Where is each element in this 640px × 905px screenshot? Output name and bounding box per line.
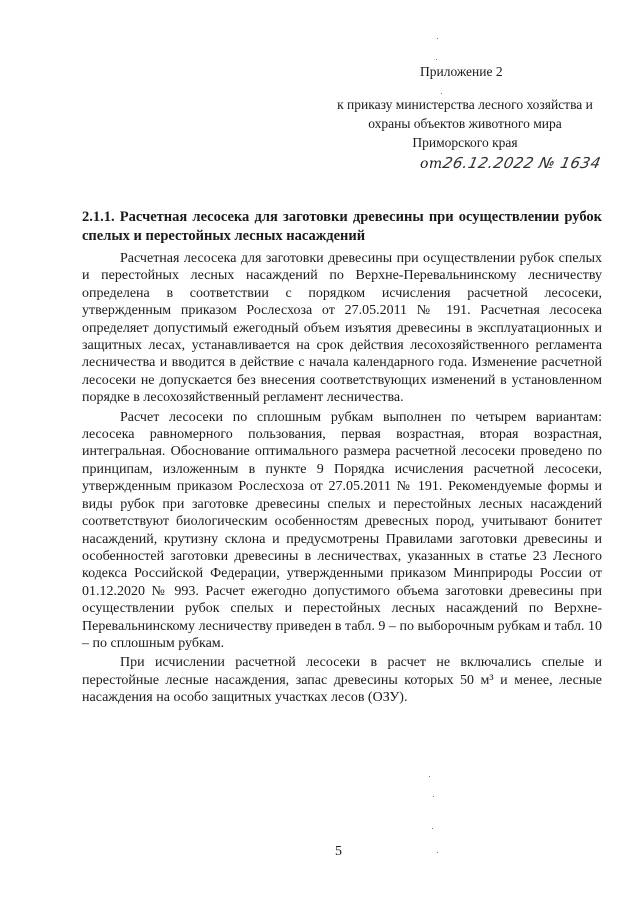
scan-speck [432,828,433,829]
order-ref-prefix: от [420,156,443,172]
paragraph: Расчет лесосеки по сплошным рубкам выполнен по четырем вариантам: лесосека равномерного пользования, первая возрастная, вторая возрастная, интегральная. Обоснование оптимального размера расчетной лесосеки проведено по принципам, изложенным в пункте 9 Порядка исчисления расчетной лесосеки, утвержденным приказом Рослесхоза от 27.05.2011 № 191. Рекомендуемые формы и виды рубок при заготовке древесины спелых и перестойных лесных насаждений соответствуют биологическим особенностям древесных пород, учитывают бонитет насаждений, крутизну склона и предусмотрены Правилами заготовки древесины и особенностей заготовки древесины в лесничествах, указанных в статье 23 Лесного кодекса Российской Федерации, утвержденными приказом Минприроды России от 01.12.2020 № 993. Расчет ежегодно допустимого объема заготовки древесины при осуществлении рубок спелых и перестойных лесных насаждений по Верхне-Перевальнинскому лесничеству приведен в табл. 9 – по выборочным рубкам и табл. 10 – по сплошным рубкам. [82,409,602,651]
order-line: охраны объектов животного мира [368,116,562,131]
order-date-number [420,154,603,172]
section-body [82,250,602,707]
order-line: Приморского края [412,135,518,150]
scan-speck [441,93,442,94]
order-line: к приказу министерства лесного хозяйства и [337,97,593,112]
scan-speck [437,852,438,853]
scan-speck [433,796,434,797]
scan-speck [436,59,437,60]
page-number: 5 [335,844,342,859]
scan-speck [429,776,430,777]
scan-speck [437,38,438,39]
paragraph: Расчетная лесосека для заготовки древесины при осуществлении рубок спелых и перестойных лесных насаждений по Верхне-Перевальнинскому лесничеству определена в соответствии с порядком исчисления расчетной лесосеки, утвержденным приказом Рослесхоза от 27.05.2011 № 191. Расчетная лесосека определяет допустимый ежегодный объем изъятия древесины в эксплуатационных и защитных лесах, устанавливается на срок действия лесохозяйственного регламента лесничества и вводится в действие с начала календарного года. Изменение расчетной лесосеки не допускается без внесения соответствующих изменений в установленном порядке в лесохозяйственный регламент лесничества. [82,251,602,406]
appendix-label: Приложение 2 [420,64,503,79]
paragraph: При исчислении расчетной лесосеки в расчет не включались спелые и перестойные лесные насаждения, запас древесины которых 50 м³ и менее, лесные насаждения на особо защитных участках лесов (ОЗУ). [82,655,602,706]
handwritten-date-number: 26.12.2022 № 1634 [440,154,603,172]
order-reference [330,95,600,152]
section-heading: 2.1.1. Расчетная лесосека для заготовки древесины при осуществлении рубок спелых и перестойных лесных насаждений [82,209,602,244]
